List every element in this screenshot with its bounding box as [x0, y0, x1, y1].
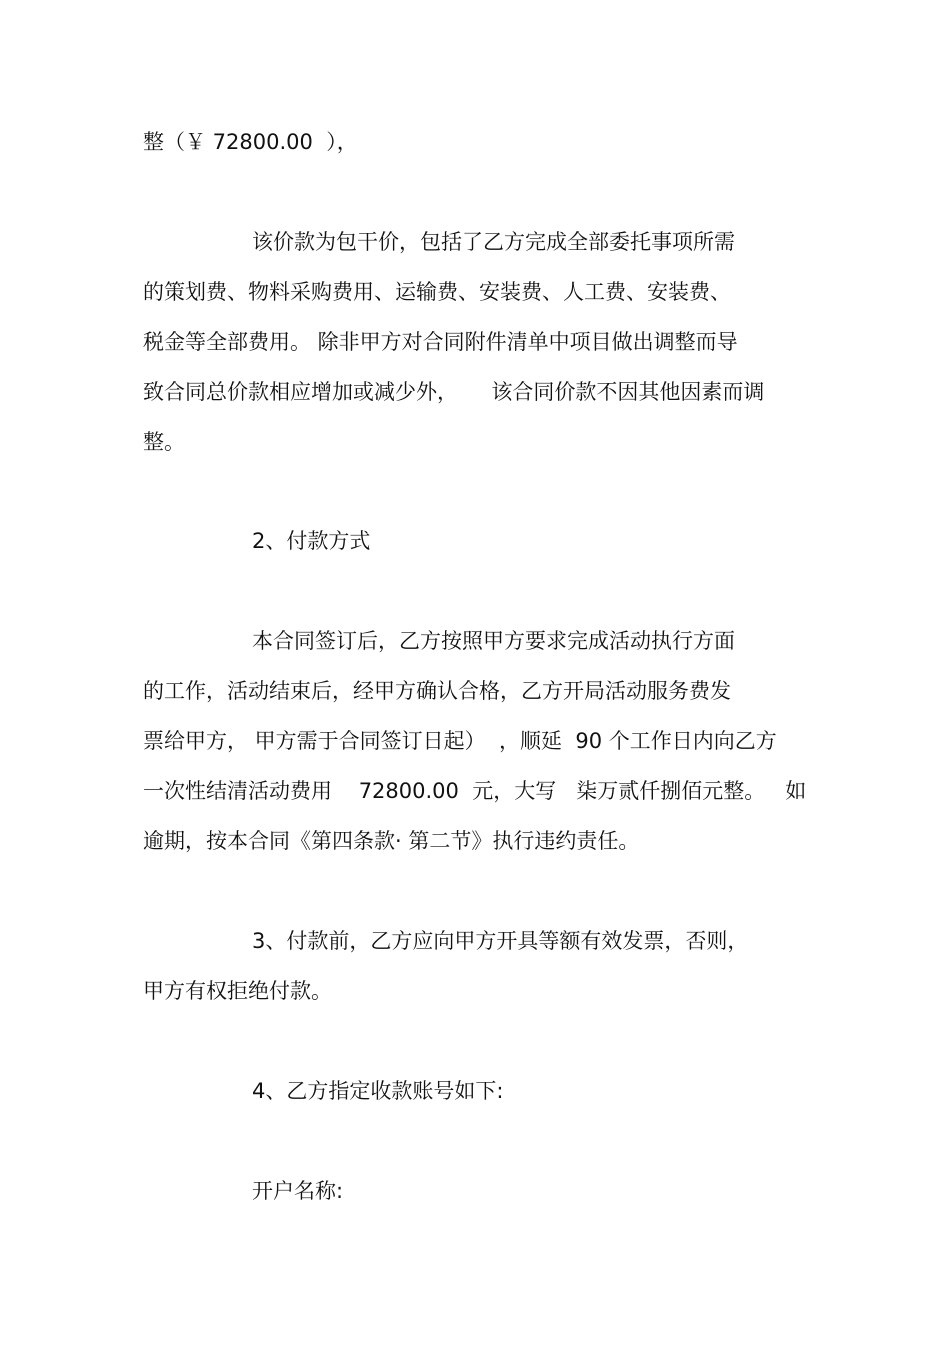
text-line: 的策划费、物料采购费用、运输费、安装费、人工费、安装费、: [143, 280, 731, 304]
paragraph-first-line: 3、付款前，乙方应向甲方开具等额有效发票，否则，: [252, 929, 749, 953]
text-line: 税金等全部费用。 除非甲方对合同附件清单中项目做出调整而导: [143, 330, 738, 354]
section-heading: 4、乙方指定收款账号如下:: [252, 1079, 504, 1103]
text-line: 的工作，活动结束后，经甲方确认合格，乙方开局活动服务费发: [143, 679, 731, 703]
paragraph-first-line: 该价款为包干价，包括了乙方完成全部委托事项所需: [252, 230, 735, 254]
account-name-label: 开户名称:: [252, 1179, 344, 1203]
text-line: 逾期，按本合同《第四条款· 第二节》执行违约责任。: [143, 829, 640, 853]
section-heading: 2、付款方式: [252, 529, 371, 553]
text-line: 致合同总价款相应增加或减少外， 该合同价款不因其他因素而调: [143, 380, 765, 404]
text-line: 整（￥ 72800.00 ），: [143, 130, 358, 154]
text-line: 整。: [143, 430, 185, 454]
text-line: 票给甲方， 甲方需于合同签订日起） ，顺延 90 个工作日内向乙方: [143, 729, 777, 753]
text-line: 一次性结清活动费用 72800.00 元，大写 柒万贰仟捌佰元整。 如: [143, 779, 807, 803]
text-line: 甲方有权拒绝付款。: [143, 979, 332, 1003]
paragraph-first-line: 本合同签订后，乙方按照甲方要求完成活动执行方面: [252, 629, 735, 653]
